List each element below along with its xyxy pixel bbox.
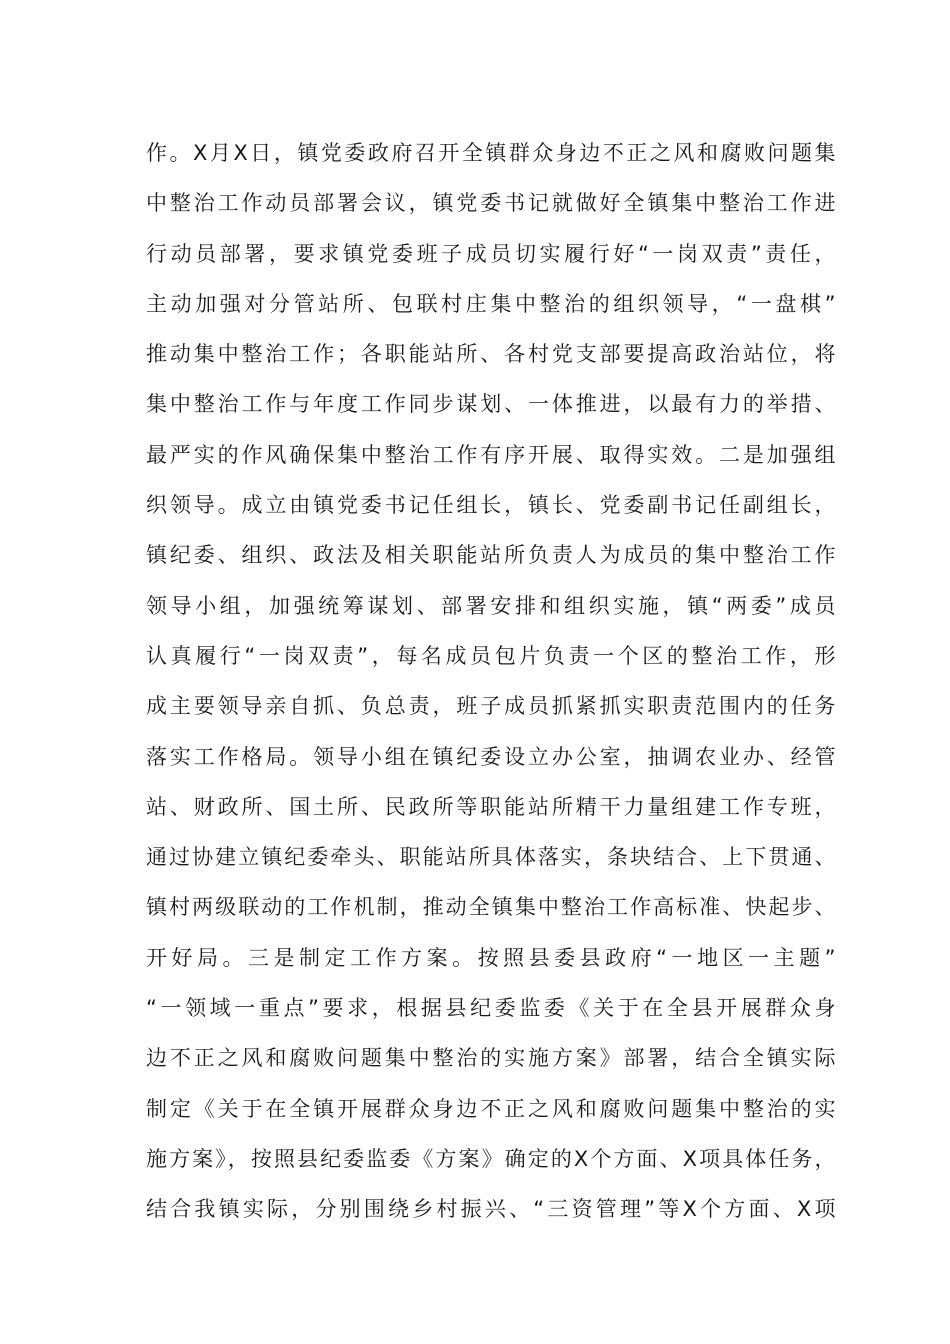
text-line: 通过协建立镇纪委牵头、职能站所具体落实，条块结合、上下贯通、 bbox=[146, 845, 836, 870]
text-line: 集中整治工作与年度工作同步谋划、一体推进，以最有力的举措、 bbox=[146, 392, 836, 417]
text-line: 行动员部署，要求镇党委班子成员切实履行好“一岗双责”责任， bbox=[146, 241, 836, 266]
text-line: 领导小组，加强统筹谋划、部署安排和组织实施，镇“两委”成员 bbox=[146, 593, 836, 618]
text-line: 边不正之风和腐败问题集中整治的实施方案》部署，结合全镇实际 bbox=[146, 1046, 836, 1071]
text-line: 主动加强对分管站所、包联村庄集中整治的组织领导，“一盘棋” bbox=[146, 291, 836, 316]
text-line: 开好局。三是制定工作方案。按照县委县政府“一地区一主题” bbox=[146, 945, 836, 970]
text-line: 成主要领导亲自抓、负总责，班子成员抓紧抓实职责范围内的任务 bbox=[146, 694, 836, 719]
text-line: 站、财政所、国土所、民政所等职能站所精干力量组建工作专班， bbox=[146, 794, 836, 819]
text-line: 织领导。成立由镇党委书记任组长，镇长、党委副书记任副组长， bbox=[146, 493, 836, 518]
text-line: 认真履行“一岗双责”，每名成员包片负责一个区的整治工作，形 bbox=[146, 643, 836, 668]
text-line: 中整治工作动员部署会议，镇党委书记就做好全镇集中整治工作进 bbox=[146, 191, 836, 216]
text-line: 落实工作格局。领导小组在镇纪委设立办公室，抽调农业办、经管 bbox=[146, 744, 836, 769]
text-line: 结合我镇实际，分别围绕乡村振兴、“三资管理”等X个方面、X项 bbox=[146, 1197, 836, 1222]
text-line: “一领域一重点”要求，根据县纪委监委《关于在全县开展群众身 bbox=[146, 996, 836, 1021]
text-line: 镇纪委、组织、政法及相关职能站所负责人为成员的集中整治工作 bbox=[146, 543, 836, 568]
text-line: 制定《关于在全镇开展群众身边不正之风和腐败问题集中整治的实 bbox=[146, 1096, 836, 1121]
text-line: 推动集中整治工作；各职能站所、各村党支部要提高政治站位，将 bbox=[146, 342, 836, 367]
body-paragraph bbox=[146, 128, 836, 1235]
text-line: 作。X月X日，镇党委政府召开全镇群众身边不正之风和腐败问题集 bbox=[146, 141, 836, 165]
text-line: 施方案》，按照县纪委监委《方案》确定的X个方面、X项具体任务， bbox=[146, 1146, 836, 1171]
text-line: 镇村两级联动的工作机制，推动全镇集中整治工作高标准、快起步、 bbox=[146, 895, 836, 920]
text-line: 最严实的作风确保集中整治工作有序开展、取得实效。二是加强组 bbox=[146, 442, 836, 467]
